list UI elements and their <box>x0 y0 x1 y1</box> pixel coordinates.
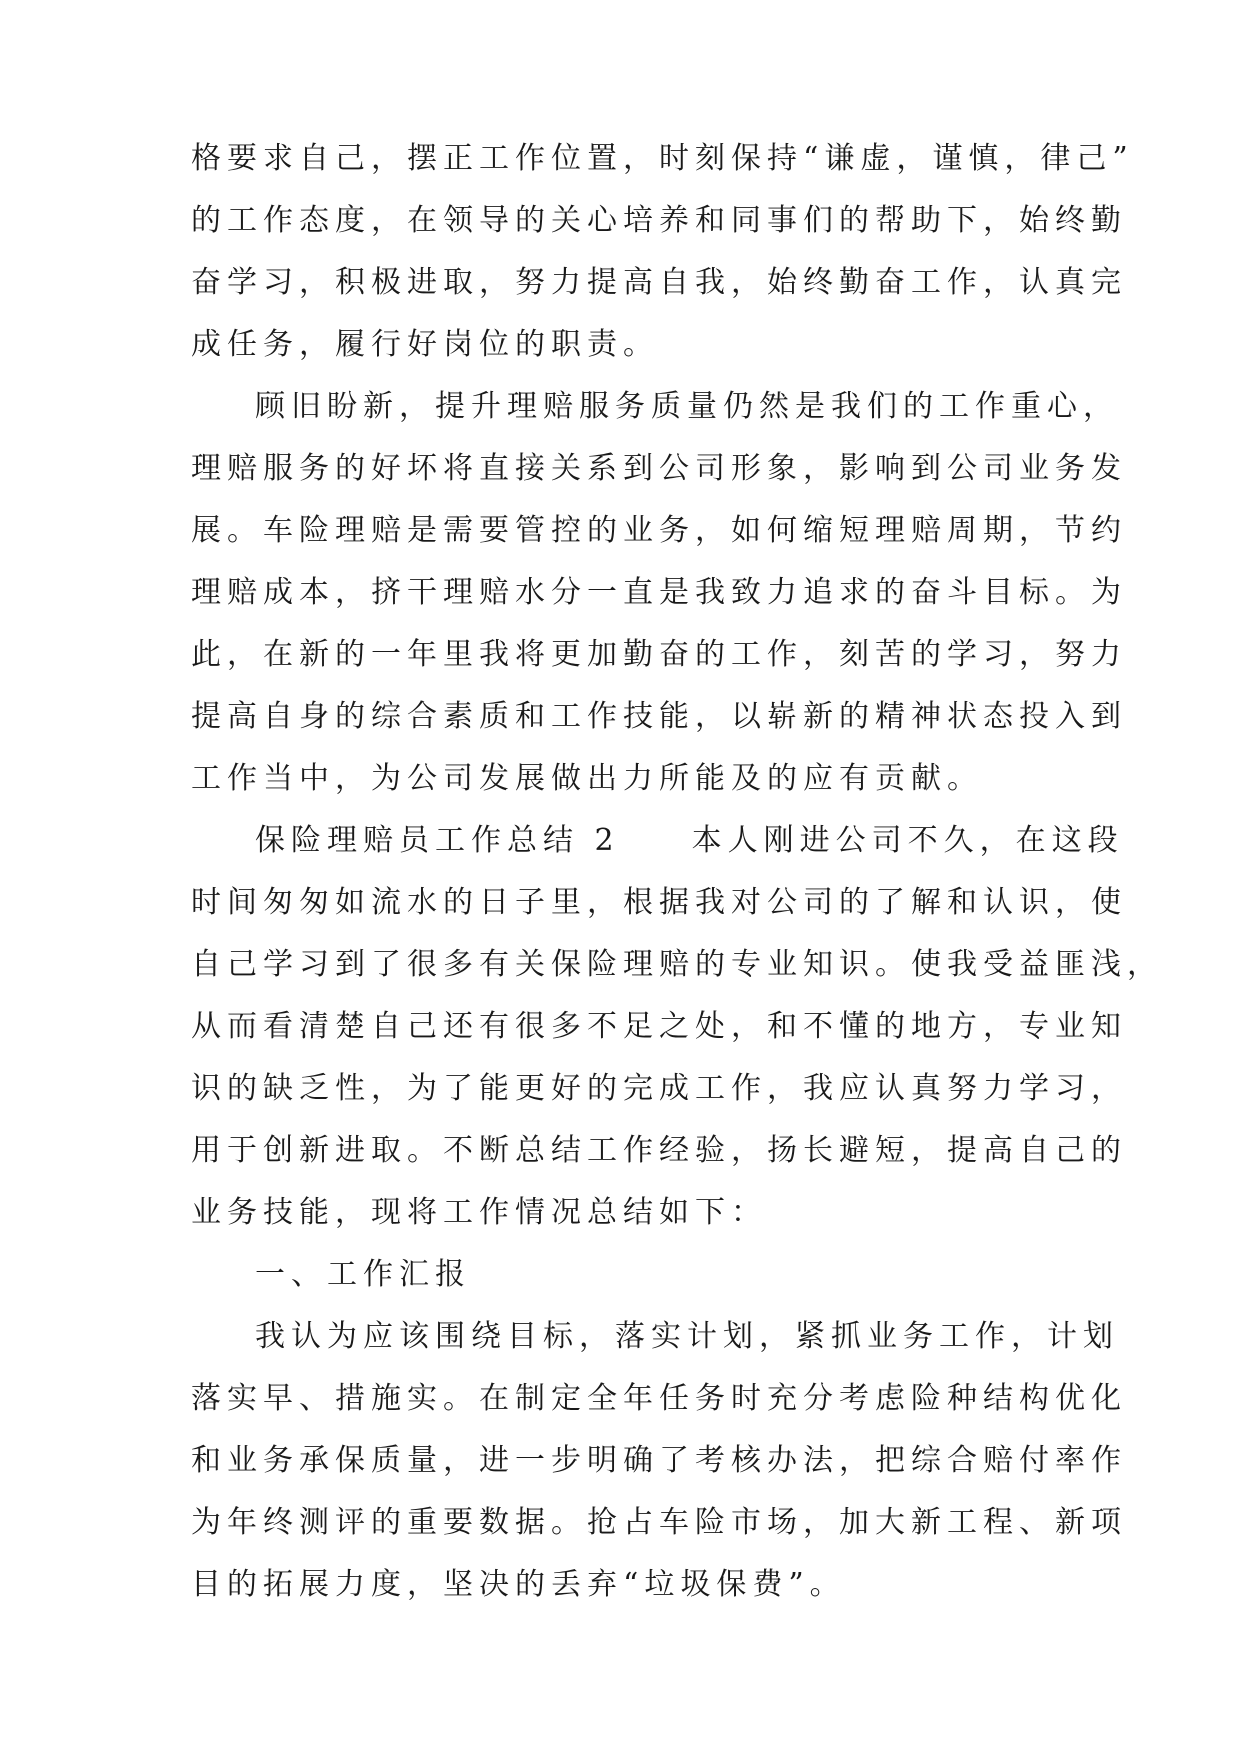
section-heading: 一、工作汇报 <box>255 1257 471 1292</box>
paragraph-first-line: 保险理赔员工作总结 2 本人刚进公司不久，在这段 <box>255 823 1124 858</box>
text-line: 提高自身的综合素质和工作技能，以崭新的精神状态投入到 <box>191 699 1127 734</box>
text-line: 此，在新的一年里我将更加勤奋的工作，刻苦的学习，努力 <box>191 637 1127 672</box>
text-line: 目的拓展力度，坚决的丢弃“垃圾保费”。 <box>191 1567 846 1602</box>
text-line: 工作当中，为公司发展做出力所能及的应有贡献。 <box>191 761 983 796</box>
text-line: 落实早、措施实。在制定全年任务时充分考虑险种结构优化 <box>191 1381 1127 1416</box>
text-line: 时间匆匆如流水的日子里，根据我对公司的了解和认识，使 <box>191 885 1127 920</box>
text-line: 用于创新进取。不断总结工作经验，扬长避短，提高自己的 <box>191 1133 1127 1168</box>
text-line: 理赔成本，挤干理赔水分一直是我致力追求的奋斗目标。为 <box>191 575 1127 610</box>
text-line: 识的缺乏性，为了能更好的完成工作，我应认真努力学习， <box>191 1071 1127 1106</box>
text-line: 格要求自己，摆正工作位置，时刻保持“谦虚，谨慎，律己” <box>191 141 1134 176</box>
text-line: 理赔服务的好坏将直接关系到公司形象，影响到公司业务发 <box>191 451 1127 486</box>
text-line: 自己学习到了很多有关保险理赔的专业知识。使我受益匪浅， <box>191 947 1163 982</box>
text-line: 为年终测评的重要数据。抢占车险市场，加大新工程、新项 <box>191 1505 1127 1540</box>
text-line: 成任务，履行好岗位的职责。 <box>191 327 659 362</box>
text-line: 奋学习，积极进取，努力提高自我，始终勤奋工作，认真完 <box>191 265 1127 300</box>
text-line: 从而看清楚自己还有很多不足之处，和不懂的地方，专业知 <box>191 1009 1127 1044</box>
text-line: 展。车险理赔是需要管控的业务，如何缩短理赔周期，节约 <box>191 513 1127 548</box>
text-line: 和业务承保质量，进一步明确了考核办法，把综合赔付率作 <box>191 1443 1127 1478</box>
paragraph-first-line: 我认为应该围绕目标，落实计划，紧抓业务工作，计划 <box>255 1319 1119 1354</box>
text-line: 业务技能，现将工作情况总结如下： <box>191 1195 767 1230</box>
paragraph-first-line: 顾旧盼新，提升理赔服务质量仍然是我们的工作重心， <box>255 389 1119 424</box>
text-line: 的工作态度，在领导的关心培养和同事们的帮助下，始终勤 <box>191 203 1127 238</box>
